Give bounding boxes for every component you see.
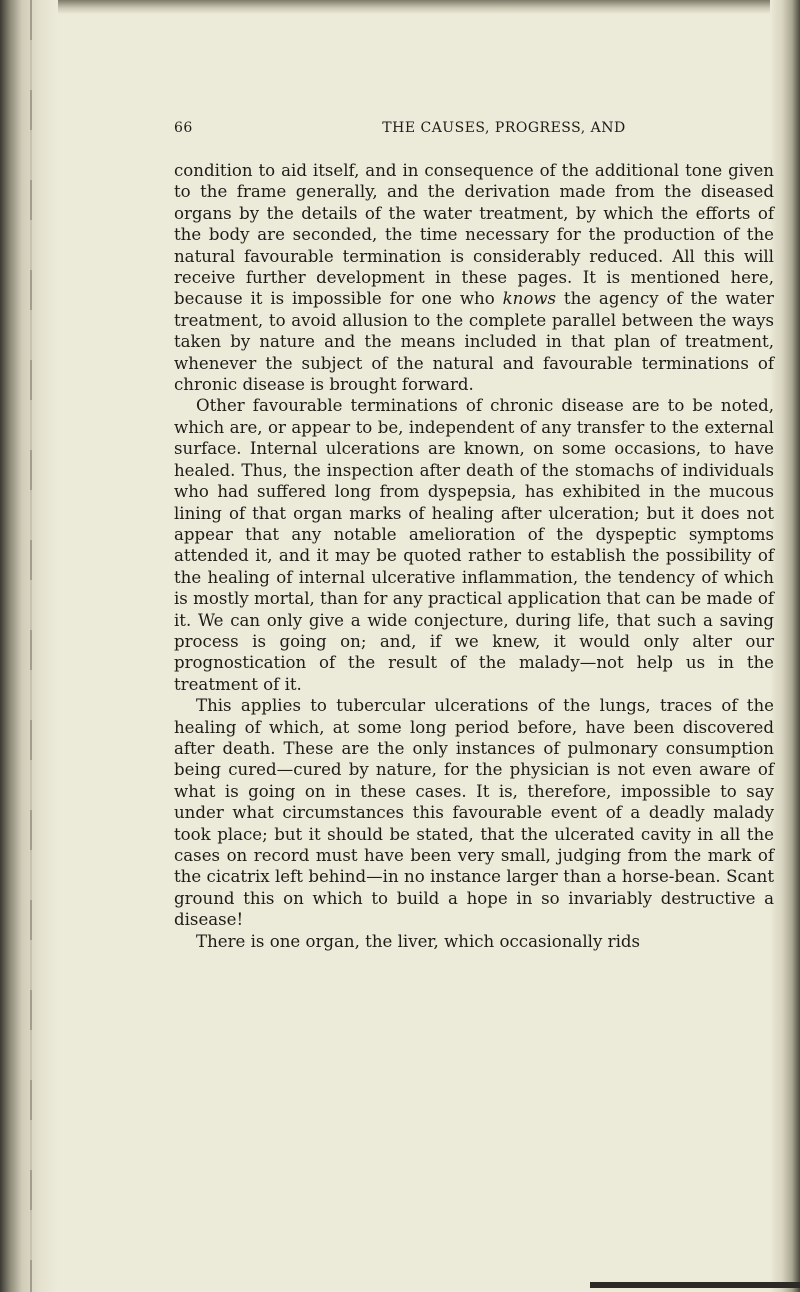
page-right-edge-shadow [770,0,800,1292]
paragraph-1-text-after: the agency of the water treatment, to avoid allusion to the complete parallel between the ways taken by nature and the means included in that plan of treatment, whenever the subject of the natural and favourable terminations of chronic disease is brought forward. [174,289,774,395]
paragraph-1 [174,160,774,395]
paragraph-1-emphasis: knows [502,289,557,309]
paragraph-2: Other favourable terminations of chronic disease are to be noted, which are, or appear to be, independent of any transfer to the external surface. Internal ulcerations are known, on some occasions, to have healed. Thus, the inspection after death of the stomachs of individuals who had suffered long from dyspepsia, has exhibited in the mucous lining of that organ marks of healing after ulceration; but it does not appear that any notable amelioration of the dyspeptic symptoms attended it, and it may be quoted rather to establish the possibility of the healing of internal ulcerative inflammation, the tendency of which is mostly mortal, than for any practical application that can be made of it. We can only give a wide conjecture, during life, that such a saving process is going on; and, if we knew, it would only alter our prognostication of the result of the malady—not help us in the treatment of it. [174,396,774,694]
bottom-edge-mark [590,1282,800,1288]
paragraph-3: This applies to tubercular ulcerations of the lungs, traces of the healing of which, at some long period before, have been discovered after death. These are the only instances of pulmonary consumption being cured—cured by nature, for the physician is not even aware of what is going on in these cases. It is, therefore, impossible to say under what circumstances this favourable event of a deadly malady took place; but it should be stated, that the ulcerated cavity in all the cases on record must have been very small, judging from the mark of the cicatrix left behind—in no instance larger than a horse-bean. Scant ground this on which to build a hope in so invariably destructive a disease! [174,696,774,930]
page-number: 66 [174,120,193,136]
running-head [174,120,774,142]
page-binding-edge [0,0,58,1292]
book-page [174,120,774,952]
paragraph-4: There is one organ, the liver, which occasionally rids [196,931,641,951]
running-title: THE CAUSES, PROGRESS, AND [382,120,626,136]
page-top-edge-shadow [0,0,800,14]
paragraph-1-text-before: condition to aid itself, and in consequence of the additional tone given to the frame generally, and the derivation made from the diseased organs by the details of the water treatment, by which the efforts of the body are seconded, the time necessary for the production of the natural favourable termination is considerably reduced. All this will receive further development in these pages. It is mentioned here, because it is impossible for one who [174,161,774,309]
